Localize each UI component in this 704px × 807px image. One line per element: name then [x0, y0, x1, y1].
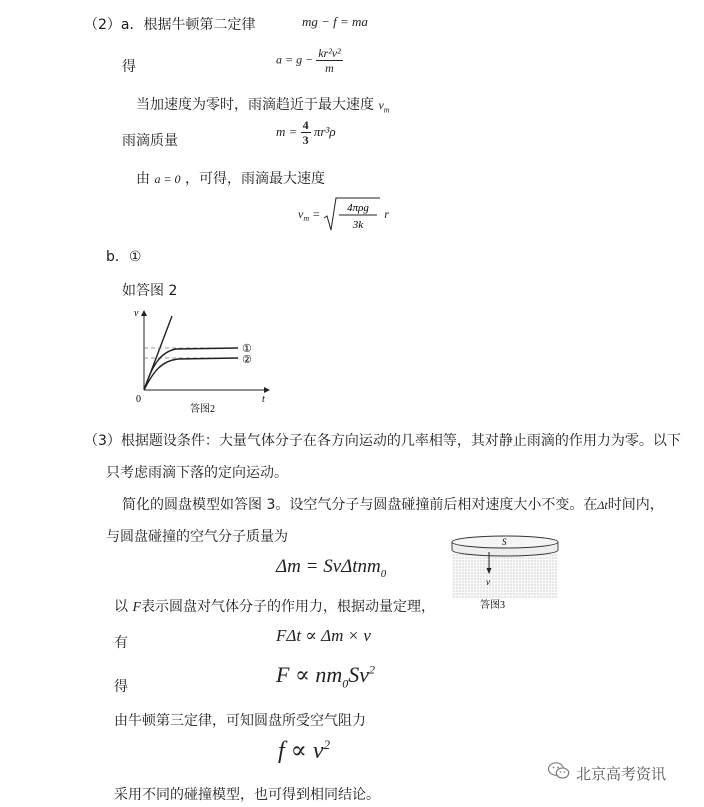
axis-label-v: v: [134, 308, 139, 319]
para3-pre: 以: [114, 599, 128, 615]
equation-max-velocity: [298, 196, 389, 234]
raindrop-mass-label: 雨滴质量: [122, 133, 178, 149]
eq4-sub: m: [303, 214, 310, 224]
eq5-body: Δm = SvΔtnm: [276, 556, 381, 577]
watermark: [548, 762, 666, 784]
figure2-graph: [126, 304, 276, 416]
para-max-velocity: [136, 168, 325, 188]
velocity-label: v: [486, 577, 490, 587]
para3-post: 表示圆盘对气体分子的作用力，根据动量定理，: [141, 599, 436, 615]
vm-symbol: $v_m$: [378, 98, 390, 115]
curve-label-2: ②: [242, 354, 252, 366]
curve-2: [144, 358, 238, 390]
eq4-equals: =: [312, 206, 321, 221]
eq2-lhs: a = g −: [276, 52, 314, 67]
part2-a-label: （2）a．根据牛顿第二定律: [84, 17, 256, 33]
eq3-denominator: 3: [302, 133, 309, 148]
part3-para3: [114, 596, 435, 616]
sqrt-symbol: [323, 196, 381, 234]
eq3-rhs: πr³ρ: [313, 123, 336, 139]
eq7-sup: 2: [368, 662, 375, 677]
part3-para4: 由牛顿第三定律，可知圆盘所受空气阻力: [114, 713, 366, 729]
curve-label-1: ①: [242, 343, 252, 355]
eq7-pre: F ∝ nm: [276, 662, 343, 687]
eq3-lhs: m =: [276, 123, 298, 139]
equation-newton-second-law: mg − f = ma: [302, 14, 368, 29]
equation-drag: [278, 736, 330, 765]
part2-b-label: b．①: [106, 249, 142, 265]
para-zero-acceleration-text: 当加速度为零时，雨滴趋近于最大速度: [136, 97, 374, 113]
eq7-post: Sv: [348, 662, 369, 687]
x-axis-arrow: [264, 387, 270, 393]
eq4-tail: r: [384, 206, 389, 221]
part3-para1-line1: （3）根据题设条件：大量气体分子在各方向运动的几率相等，其对静止雨滴的作用力为零。以下: [84, 433, 681, 449]
wechat-icon: [548, 762, 570, 784]
figure2-caption: 答图2: [190, 404, 215, 415]
condition-a-zero: a = 0: [154, 172, 181, 186]
eq7-sub: 0: [342, 676, 349, 691]
you-label: 有: [114, 635, 128, 651]
eq2-numerator: kr²v²: [318, 46, 341, 60]
eq8-sup: 2: [323, 737, 331, 752]
eq3-numerator: 4: [302, 118, 309, 132]
de-label-2: 得: [114, 679, 128, 695]
eq4-lhs: v: [298, 206, 304, 221]
part3-para1-line2: 只考虑雨滴下落的定向运动。: [106, 465, 288, 481]
y-axis-arrow: [141, 310, 147, 316]
force-symbol: F: [132, 600, 142, 615]
equation-force: [276, 662, 375, 691]
eq4-denominator: 3k: [353, 219, 364, 231]
origin-label: 0: [136, 394, 141, 405]
eq2-denominator: m: [325, 61, 334, 76]
equation-delta-m: [276, 556, 386, 580]
eq8-pre: f ∝ v: [278, 738, 324, 764]
de-label-1: 得: [122, 59, 136, 75]
eq4-numerator: 4πρg: [347, 202, 370, 214]
watermark-text: 北京高考资讯: [576, 764, 667, 783]
para-zero-acceleration: [136, 94, 390, 114]
part3-para2-line2: 与圆盘碰撞的空气分子质量为: [106, 529, 288, 545]
disk-label-s: S: [502, 537, 507, 547]
para2-pre: 由: [136, 171, 150, 187]
para2-line1-pre: 简化的圆盘模型如答图 3。设空气分子与圆盘碰撞前后相对速度大小不变。在: [122, 497, 598, 513]
para2-post: ，可得，雨滴最大速度: [185, 171, 326, 187]
equation-mass: [276, 118, 336, 148]
equation-acceleration: [276, 46, 343, 76]
axis-label-t: t: [262, 394, 265, 405]
equation-impulse: FΔt ∝ Δm × v: [276, 626, 371, 645]
para2-line1-post: 时间内，: [607, 497, 664, 513]
part3-para5: 采用不同的碰撞模型，也可得到相同结论。: [114, 787, 380, 803]
delta-t-symbol: Δt: [597, 498, 608, 512]
figure3-caption: 答图3: [480, 600, 505, 611]
eq5-sub: 0: [380, 567, 387, 580]
figure2-reference: 如答图 2: [122, 283, 178, 299]
part3-para2-line1: [122, 494, 664, 514]
figure3-disk-model: [444, 530, 566, 614]
